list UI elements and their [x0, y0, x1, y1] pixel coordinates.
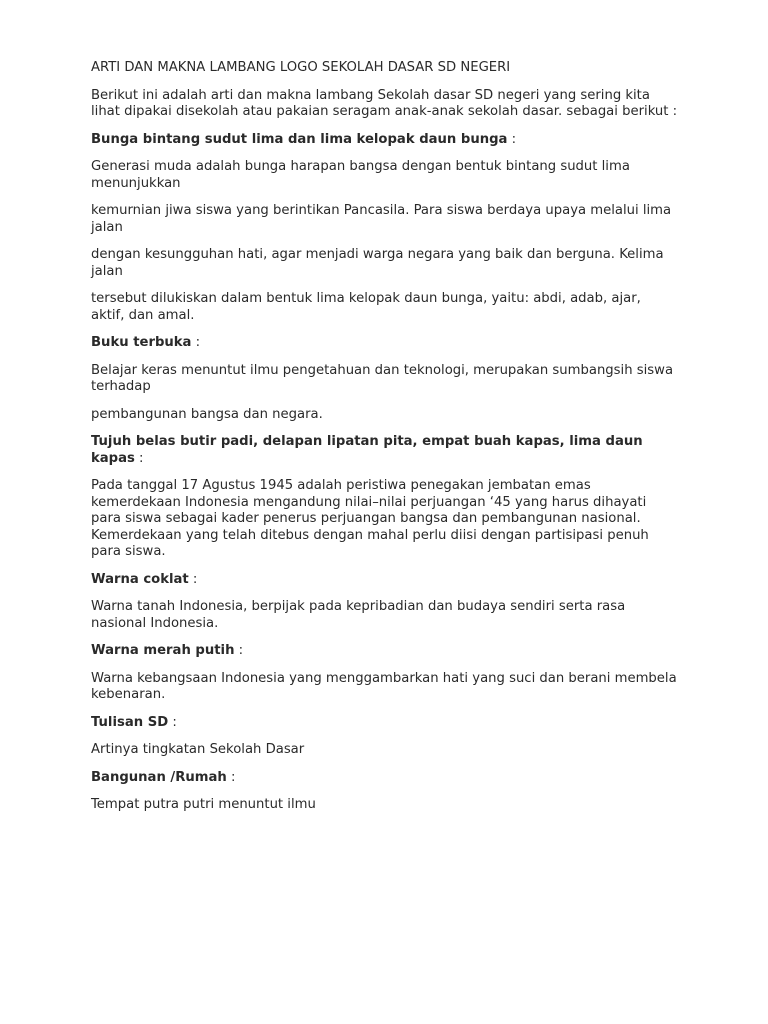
section-heading-suffix: : [188, 571, 198, 587]
section-heading [91, 572, 678, 589]
section-heading-suffix: : [134, 450, 144, 466]
section-heading-suffix: : [191, 335, 201, 350]
section-heading-text: Bunga bintang sudut lima dan lima kelopak daun bunga [91, 131, 508, 147]
section-paragraph: pembangunan bangsa dan negara. [91, 406, 323, 422]
section-heading [91, 335, 678, 352]
section-paragraph: Generasi muda adalah bunga harapan bangsa dengan bentuk bintang sudut lima menunjukkan [91, 159, 630, 191]
section-paragraph: tersebut dilukiskan dalam bentuk lima kelopak daun bunga, yaitu: abdi, adab, ajar, aktif, dan amal. [91, 291, 641, 323]
section-paragraph: Tempat putra putri menuntut ilmu [91, 797, 316, 812]
section-paragraph: Pada tanggal 17 Agustus 1945 adalah peristiwa penegakan jembatan emas kemerdekaan Indonesia mengandung nilai–nilai perjuangan ‘45 yang harus dihayati para siswa sebagai kader penerus perjuangan bangsa dan pembangunan nasional. Kemerdekaan yang telah ditebus dengan mahal perlu diisi dengan partisipasi penuh para siswa. [91, 478, 649, 559]
section-paragraph: Warna kebangsaan Indonesia yang menggambarkan hati yang suci dan berani membela kebenaran. [91, 670, 677, 702]
section-heading-text: Warna coklat [91, 571, 189, 587]
section-heading-suffix: : [168, 714, 177, 730]
section-paragraph: Warna tanah Indonesia, berpijak pada kepribadian dan budaya sendiri serta rasa nasional Indonesia. [91, 599, 626, 631]
section-heading-text: Tujuh belas butir padi, delapan lipatan pita, empat buah kapas, lima daun kapas [91, 434, 643, 466]
section-heading [91, 715, 678, 732]
section-heading [91, 132, 678, 149]
section-heading-text: Tulisan SD [91, 714, 169, 730]
section-heading-text: Warna merah putih [91, 643, 235, 658]
section-paragraph: Artinya tingkatan Sekolah Dasar [91, 742, 305, 757]
section-heading [91, 434, 678, 467]
section-paragraph: dengan kesungguhan hati, agar menjadi warga negara yang baik dan berguna. Kelima jalan [91, 247, 664, 279]
section-paragraph: Belajar keras menuntut ilmu pengetahuan dan teknologi, merupakan sumbangsih siswa terhadap [91, 362, 674, 394]
section-heading [91, 643, 678, 660]
section-heading-text: Buku terbuka [91, 335, 192, 350]
section-heading [91, 770, 678, 787]
section-heading-text: Bangunan /Rumah [91, 769, 227, 785]
section-heading-suffix: : [507, 131, 517, 147]
document-title: ARTI DAN MAKNA LAMBANG LOGO SEKOLAH DASAR SD NEGERI [91, 60, 511, 75]
section-heading-suffix: : [226, 769, 236, 785]
section-heading-suffix: : [234, 643, 244, 658]
section-paragraph: kemurnian jiwa siswa yang berintikan Pancasila. Para siswa berdaya upaya melalui lima jalan [91, 203, 672, 235]
intro-paragraph: Berikut ini adalah arti dan makna lambang Sekolah dasar SD negeri yang sering kita lihat dipakai disekolah atau pakaian seragam anak-anak sekolah dasar. sebagai berikut : [91, 87, 678, 119]
